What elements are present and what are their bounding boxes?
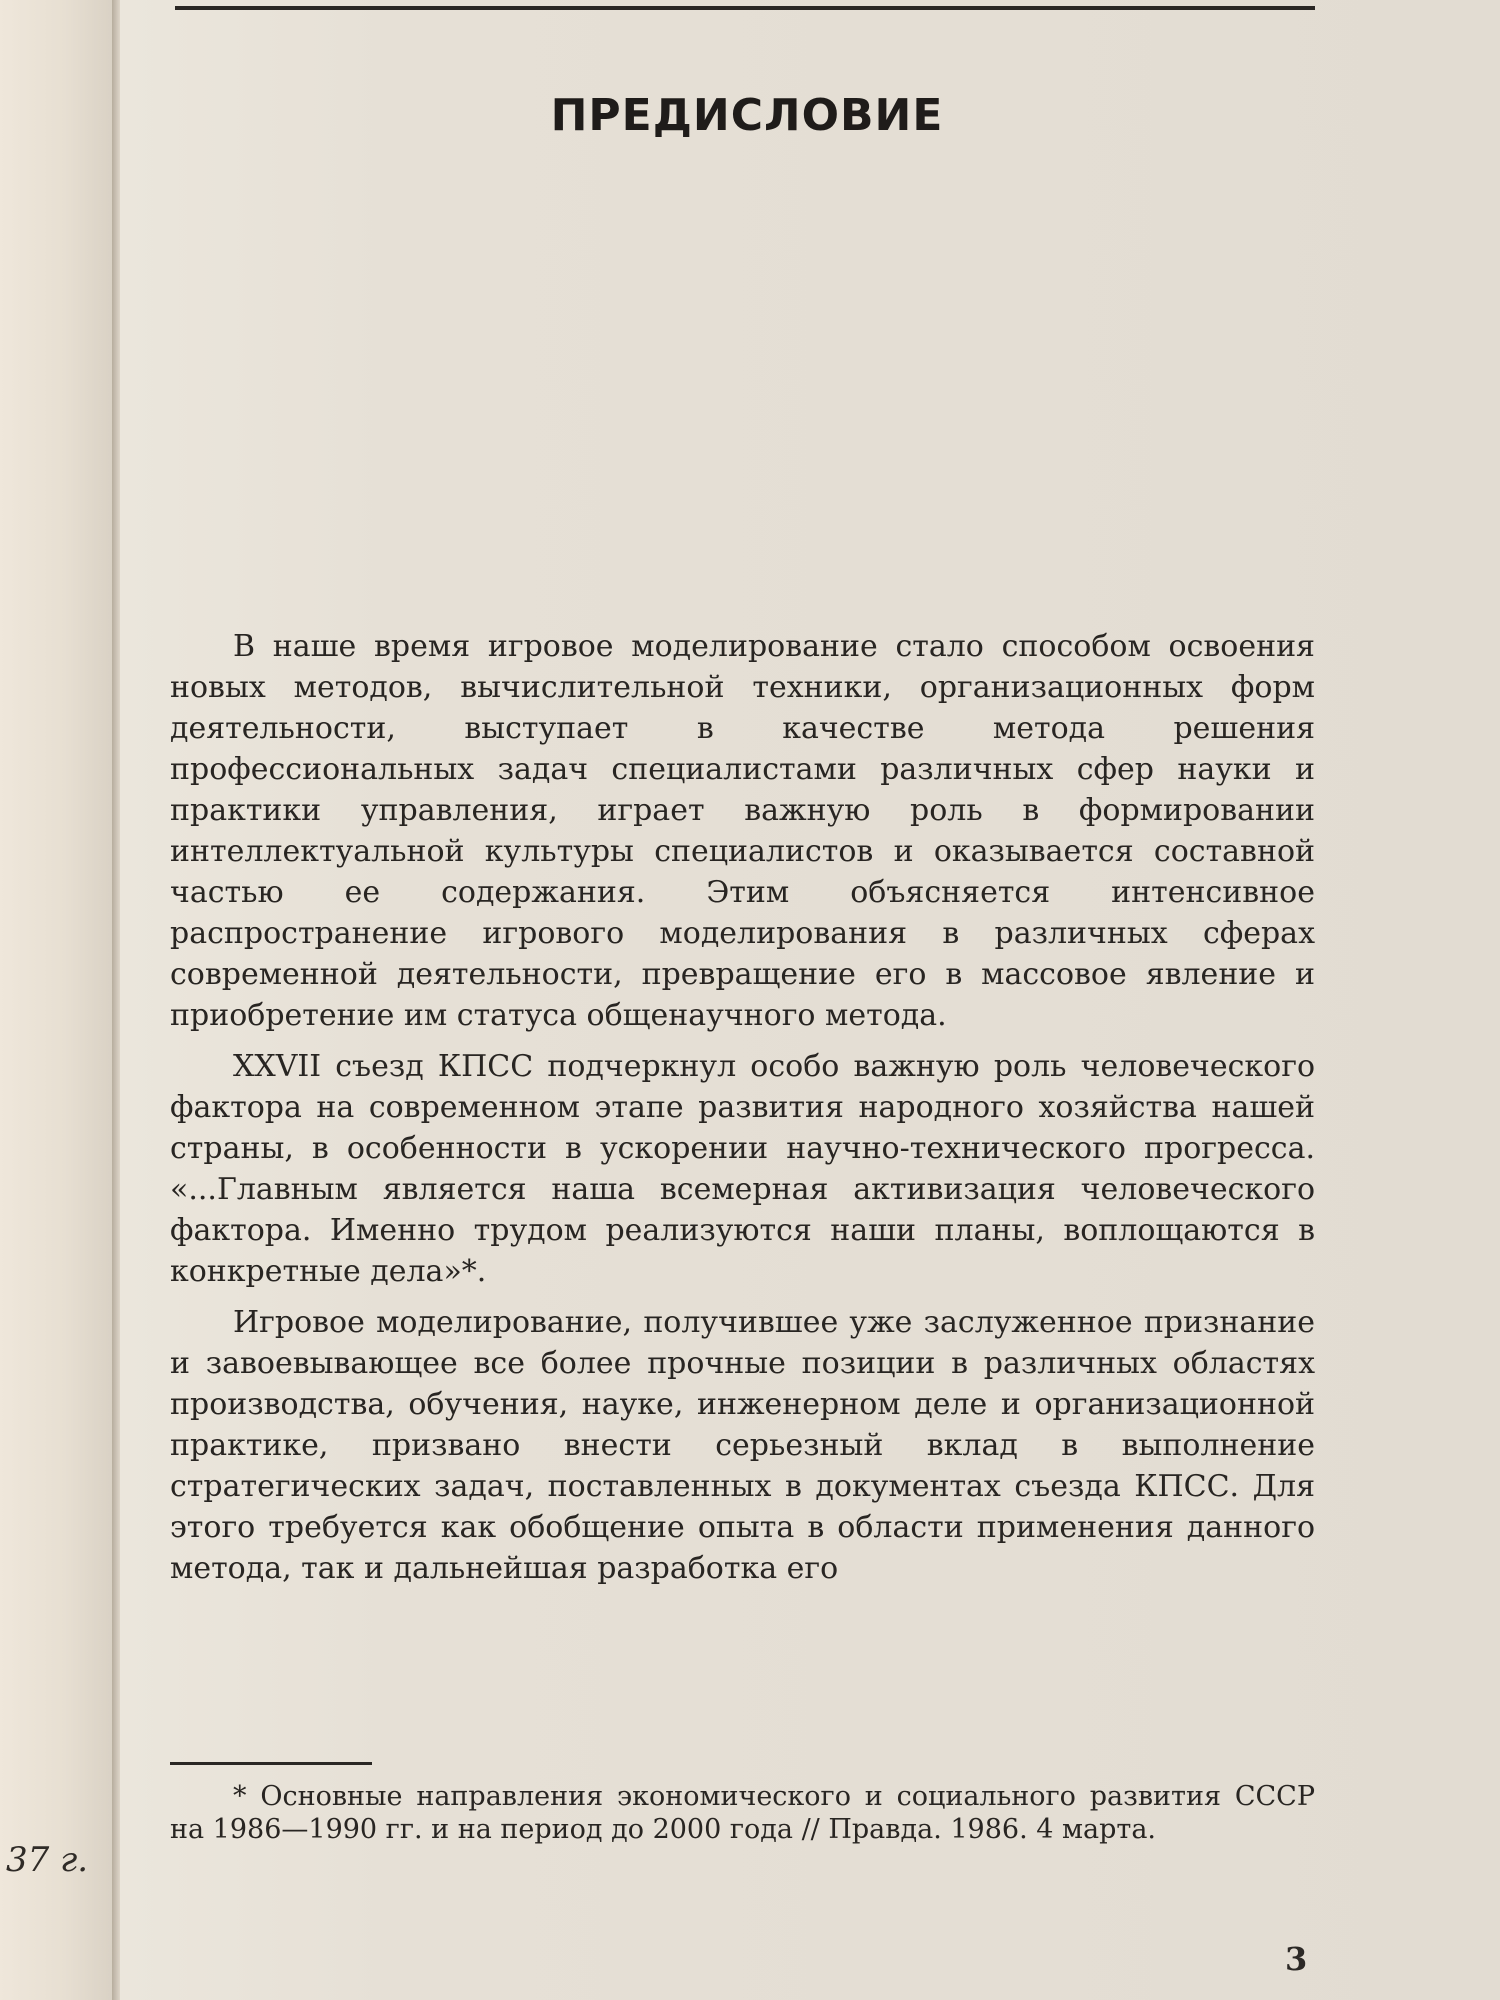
footnote-divider	[170, 1762, 372, 1765]
top-rule	[175, 6, 1315, 10]
paragraph-2: XXVII съезд КПСС подчеркнул особо важную роль человеческого фактора на современном этапе развития народного хозяйства нашей страны, в особенности в ускорении научно-технического прогресса. «...Главным является наша всемерная активизация человеческого фактора. Именно трудом реализуются наши планы, воплощаются в конкретные дела»*.	[170, 1049, 1315, 1289]
page-number: 3	[1285, 1940, 1308, 1978]
paragraph-1: В наше время игровое моделирование стало способом освоения новых методов, вычислительной техники, организационных форм деятельности, выступает в качестве метода решения профессиональных задач специалистами различных сфер науки и практики управления, играет важную роль в формировании интеллектуальной культуры специалистов и оказывается составной частью ее содержания. Этим объясняется интенсивное распространение игрового моделирования в различных сферах современной деятельности, превращение его в массовое явление и приобретение им статуса общенаучного метода.	[170, 629, 1315, 1033]
left-page-fragment: 37 г.	[6, 1840, 89, 1880]
body-text	[170, 626, 1315, 1589]
page-title-text: ПРЕДИСЛОВИЕ	[550, 90, 944, 141]
page-title	[0, 90, 1500, 141]
paragraph-3: Игровое моделирование, получившее уже заслуженное признание и завоевывающее все более прочные позиции в различных областях производства, обучения, науке, инженерном деле и организационной практике, призвано внести серьезный вклад в выполнение стратегических задач, поставленных в документах съезда КПСС. Для этого требуется как обобщение опыта в области применения данного метода, так и дальнейшая разработка его	[170, 1305, 1315, 1586]
left-page	[0, 0, 118, 2000]
footnote: * Основные направления экономического и социального развития СССР на 1986—1990 гг. и на период до 2000 года // Правда. 1986. 4 марта.	[170, 1781, 1315, 1845]
